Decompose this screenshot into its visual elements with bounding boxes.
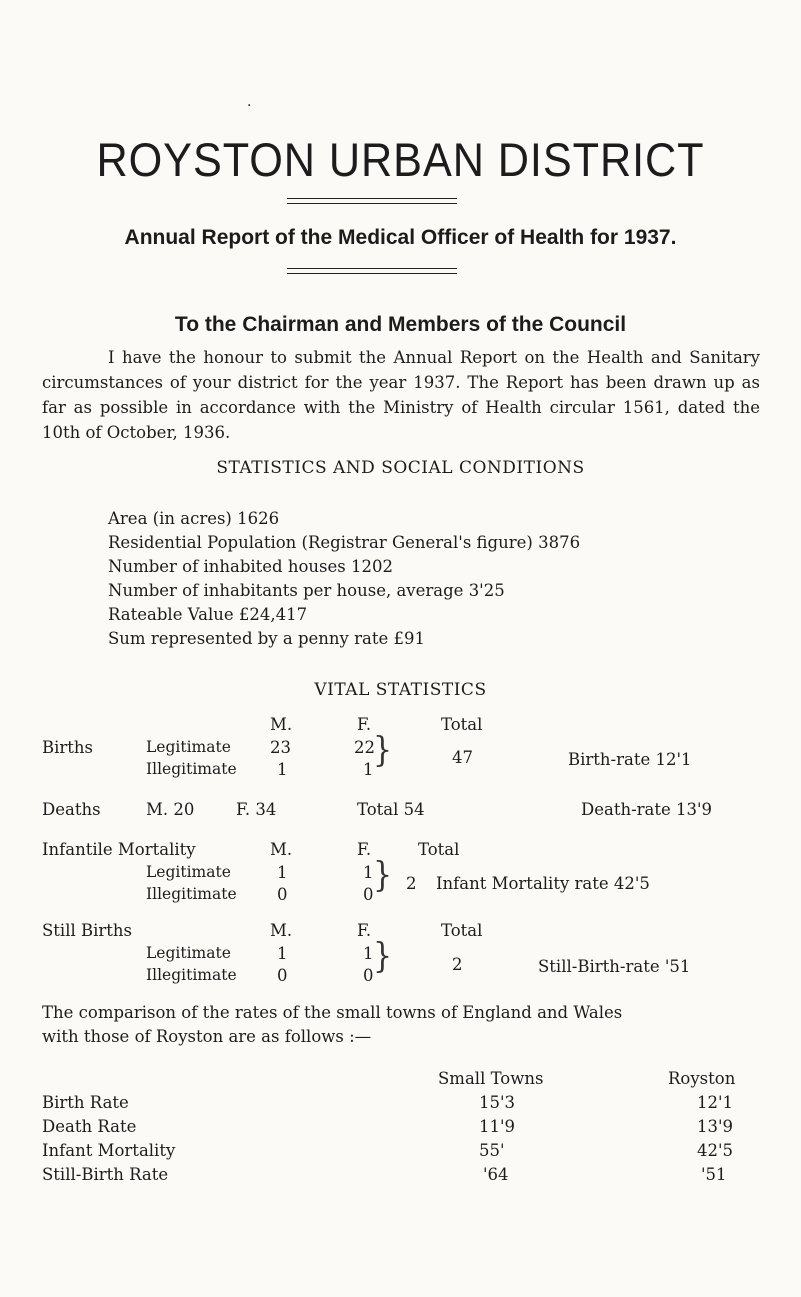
title-rule-bottom <box>287 203 457 204</box>
infant-mortality-rate: Infant Mortality rate 42'5 <box>436 874 650 893</box>
infantile-total: 2 <box>406 874 417 893</box>
births-legitimate-m: 23 <box>270 738 291 757</box>
comparison-royston-value: 42'5 <box>697 1141 734 1160</box>
column-header-royston: Royston <box>668 1069 736 1088</box>
infantile-illegitimate-label: Illegitimate <box>146 885 237 903</box>
deaths-label: Deaths <box>42 800 101 819</box>
comparison-small-towns-value: 55' <box>479 1141 505 1160</box>
births-header-total: Total <box>441 715 483 734</box>
births-illegitimate-m: 1 <box>277 760 288 779</box>
statistics-heading: STATISTICS AND SOCIAL CONDITIONS <box>216 458 585 478</box>
infantile-header-total: Total <box>418 840 460 859</box>
birth-rate: Birth-rate 12'1 <box>568 750 692 769</box>
infantile-legitimate-label: Legitimate <box>146 863 231 881</box>
infantile-legitimate-m: 1 <box>277 863 288 882</box>
subtitle-rule-top <box>287 268 457 269</box>
subtitle-rule-bottom <box>287 273 457 274</box>
comparison-row-label: Infant Mortality <box>42 1141 176 1160</box>
comparison-small-towns-value: 15'3 <box>479 1093 516 1112</box>
deaths-total: Total 54 <box>357 800 425 819</box>
page-title: ROYSTON URBAN DISTRICT <box>96 133 705 186</box>
infantile-illegitimate-m: 0 <box>277 885 288 904</box>
births-illegitimate-f: 1 <box>363 760 374 779</box>
still-legitimate-m: 1 <box>277 944 288 963</box>
comparison-row-label: Still-Birth Rate <box>42 1165 169 1184</box>
column-header-small-towns: Small Towns <box>438 1069 544 1088</box>
stray-mark: · <box>247 98 252 114</box>
comparison-row-label: Birth Rate <box>42 1093 129 1112</box>
comparison-intro-line2: with those of Royston are as follows :— <box>42 1027 372 1046</box>
still-header-f: F. <box>357 921 372 940</box>
infantile-legitimate-f: 1 <box>363 863 374 882</box>
deaths-male: M. 20 <box>146 800 195 819</box>
still-illegitimate-f: 0 <box>363 966 374 985</box>
stat-inhabitants-per-house: Number of inhabitants per house, average 3'25 <box>108 581 505 600</box>
stat-rateable-value: Rateable Value £24,417 <box>108 605 308 624</box>
still-header-total: Total <box>441 921 483 940</box>
still-total: 2 <box>452 955 463 974</box>
comparison-row-label: Death Rate <box>42 1117 137 1136</box>
births-brace: } <box>373 730 393 771</box>
still-legitimate-f: 1 <box>363 944 374 963</box>
salutation: To the Chairman and Members of the Council <box>174 313 627 336</box>
births-label: Births <box>42 738 94 757</box>
still-illegitimate-label: Illegitimate <box>146 966 237 984</box>
births-total: 47 <box>452 748 473 767</box>
still-illegitimate-m: 0 <box>277 966 288 985</box>
infantile-illegitimate-f: 0 <box>363 885 374 904</box>
infantile-label: Infantile Mortality <box>42 840 196 859</box>
births-header-f: F. <box>357 715 372 734</box>
comparison-royston-value: 13'9 <box>697 1117 734 1136</box>
stat-penny-rate: Sum represented by a penny rate £91 <box>108 629 425 648</box>
still-birth-rate: Still-Birth-rate '51 <box>538 957 691 976</box>
still-legitimate-label: Legitimate <box>146 944 231 962</box>
title-rule-top <box>287 198 457 199</box>
comparison-small-towns-value: 11'9 <box>479 1117 516 1136</box>
comparison-small-towns-value: '64 <box>483 1165 509 1184</box>
births-illegitimate-label: Illegitimate <box>146 760 237 778</box>
vital-statistics-heading: VITAL STATISTICS <box>314 680 487 700</box>
births-header-m: M. <box>270 715 293 734</box>
deaths-female: F. 34 <box>236 800 277 819</box>
comparison-intro-line1: The comparison of the rates of the small towns of England and Wales <box>42 1003 623 1022</box>
still-births-label: Still Births <box>42 921 133 940</box>
infantile-brace: } <box>373 855 393 896</box>
still-header-m: M. <box>270 921 293 940</box>
infantile-header-m: M. <box>270 840 293 859</box>
death-rate: Death-rate 13'9 <box>581 800 713 819</box>
comparison-royston-value: 12'1 <box>697 1093 734 1112</box>
intro-paragraph: I have the honour to submit the Annual Report on the Health and Sanitary circumstances of your district for the year 1937. The Report has been drawn up as far as possible in accordance with the Ministry of Health circular 1561, dated the 10th of October, 1936. <box>42 348 760 442</box>
stat-area: Area (in acres) 1626 <box>108 509 280 528</box>
stat-population: Residential Population (Registrar General's figure) 3876 <box>108 533 581 552</box>
report-subtitle: Annual Report of the Medical Officer of Health for 1937. <box>124 226 677 249</box>
comparison-royston-value: '51 <box>701 1165 727 1184</box>
infantile-header-f: F. <box>357 840 372 859</box>
still-brace: } <box>373 936 393 977</box>
births-legitimate-f: 22 <box>354 738 375 757</box>
births-legitimate-label: Legitimate <box>146 738 231 756</box>
stat-houses: Number of inhabited houses 1202 <box>108 557 393 576</box>
